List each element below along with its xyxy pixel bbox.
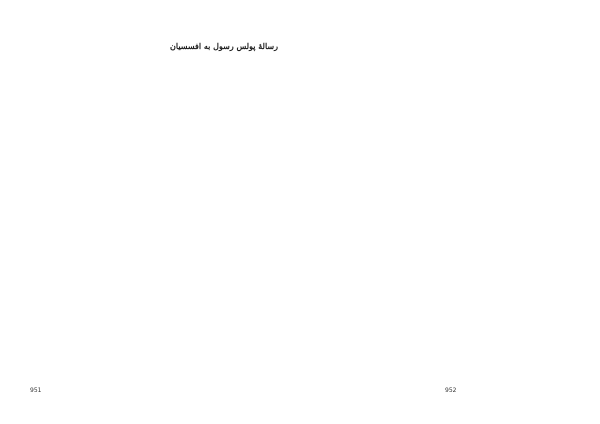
left-page-text: [30, 56, 278, 307]
text-line: [30, 302, 278, 308]
page-title: رسالهٔ پولس رسول به افسسیان: [170, 41, 278, 51]
left-page-number: 951: [30, 387, 42, 394]
text-line: [322, 358, 570, 364]
right-page-number: 952: [445, 387, 457, 394]
right-page-text: [322, 40, 570, 363]
right-page: [300, 0, 600, 424]
